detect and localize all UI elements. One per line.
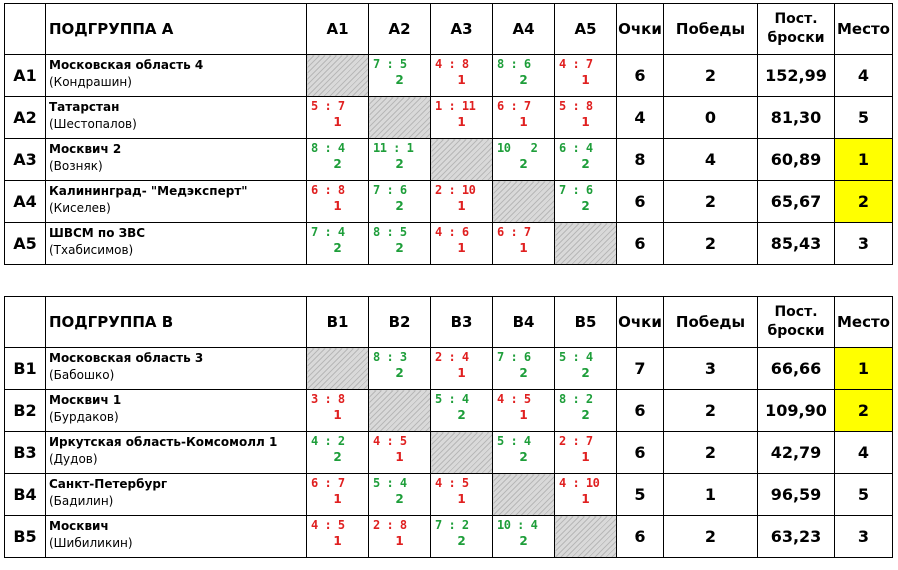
header-blank <box>5 4 46 55</box>
match-score: 1 : 11 <box>435 99 476 113</box>
match-points: 1 <box>581 115 590 129</box>
match-score-cell <box>493 223 555 265</box>
team-id: B5 <box>5 516 46 558</box>
match-score-cell <box>431 348 493 390</box>
match-score: 5 : 8 <box>559 99 593 113</box>
match-points: 2 <box>457 408 466 422</box>
team-cell <box>46 348 307 390</box>
match-score-cell <box>307 432 369 474</box>
points-value: 6 <box>617 432 664 474</box>
wins-value: 2 <box>664 390 758 432</box>
header-row <box>5 297 893 348</box>
place-value: 4 <box>835 55 893 97</box>
match-score-cell <box>555 55 617 97</box>
match-score: 6 : 7 <box>497 99 531 113</box>
team-cell <box>46 474 307 516</box>
table-row <box>5 139 893 181</box>
match-points: 2 <box>581 157 590 171</box>
team-id: A4 <box>5 181 46 223</box>
team-id: A3 <box>5 139 46 181</box>
team-cell <box>46 432 307 474</box>
match-score: 8 : 2 <box>559 392 593 406</box>
team-coach: (Бурдаков) <box>49 410 119 424</box>
match-points: 2 <box>519 73 528 87</box>
team-coach: (Дудов) <box>49 452 98 466</box>
place-value: 1 <box>835 348 893 390</box>
match-score-cell <box>493 390 555 432</box>
team-cell <box>46 55 307 97</box>
throws-header-line2: броски <box>767 30 825 46</box>
team-coach: (Кондрашин) <box>49 75 132 89</box>
throws-value: 96,59 <box>758 474 835 516</box>
wins-header: Победы <box>664 297 758 348</box>
match-points: 1 <box>333 115 342 129</box>
match-points: 1 <box>457 73 466 87</box>
wins-value: 2 <box>664 432 758 474</box>
points-value: 6 <box>617 516 664 558</box>
throws-header-line1: Пост. <box>774 304 818 320</box>
points-value: 6 <box>617 223 664 265</box>
table-row <box>5 348 893 390</box>
column-header: B3 <box>431 297 493 348</box>
table-row <box>5 432 893 474</box>
match-score: 7 : 2 <box>435 518 469 532</box>
match-points: 2 <box>333 450 342 464</box>
throws-value: 42,79 <box>758 432 835 474</box>
match-score: 4 : 10 <box>559 476 600 490</box>
place-value: 5 <box>835 474 893 516</box>
throws-value: 60,89 <box>758 139 835 181</box>
match-score: 7 : 6 <box>497 350 531 364</box>
match-score: 2 : 7 <box>559 434 593 448</box>
match-score-cell <box>493 55 555 97</box>
match-score: 8 : 4 <box>311 141 345 155</box>
match-points: 2 <box>519 534 528 548</box>
wins-header: Победы <box>664 4 758 55</box>
match-score-cell <box>307 97 369 139</box>
wins-value: 2 <box>664 55 758 97</box>
match-score: 7 : 5 <box>373 57 407 71</box>
match-score-cell <box>431 390 493 432</box>
match-points: 1 <box>457 366 466 380</box>
team-id: B4 <box>5 474 46 516</box>
team-name: Санкт-Петербург <box>49 477 168 491</box>
match-score: 3 : 8 <box>311 392 345 406</box>
match-score-cell <box>369 432 431 474</box>
match-score: 6 : 4 <box>559 141 593 155</box>
match-score-cell <box>431 474 493 516</box>
match-score: 2 : 10 <box>435 183 476 197</box>
match-score: 6 : 8 <box>311 183 345 197</box>
table-row <box>5 223 893 265</box>
points-header: Очки <box>617 297 664 348</box>
team-name: Москвич 2 <box>49 142 122 156</box>
match-score: 10 : 4 <box>497 518 538 532</box>
team-name: Московская область 4 <box>49 58 204 72</box>
team-cell <box>46 181 307 223</box>
match-points: 1 <box>333 199 342 213</box>
match-points: 1 <box>333 534 342 548</box>
match-score-cell <box>493 97 555 139</box>
match-points: 1 <box>457 492 466 506</box>
team-coach: (Бадилин) <box>49 494 114 508</box>
wins-value: 2 <box>664 181 758 223</box>
place-value: 5 <box>835 97 893 139</box>
self-match-cell <box>431 432 493 474</box>
match-score: 2 : 4 <box>435 350 469 364</box>
column-header: A3 <box>431 4 493 55</box>
team-id: B1 <box>5 348 46 390</box>
team-name: Московская область 3 <box>49 351 204 365</box>
header-blank <box>5 297 46 348</box>
match-score-cell <box>369 55 431 97</box>
throws-value: 85,43 <box>758 223 835 265</box>
match-score: 10 2 <box>497 141 538 155</box>
match-score-cell <box>555 432 617 474</box>
place-value: 3 <box>835 223 893 265</box>
match-score-cell <box>431 516 493 558</box>
self-match-cell <box>369 390 431 432</box>
team-cell <box>46 139 307 181</box>
throws-header <box>758 4 835 55</box>
column-header: A1 <box>307 4 369 55</box>
match-score: 4 : 5 <box>497 392 531 406</box>
match-points: 1 <box>519 115 528 129</box>
match-score-cell <box>493 516 555 558</box>
throws-value: 152,99 <box>758 55 835 97</box>
match-score-cell <box>307 390 369 432</box>
match-score-cell <box>431 181 493 223</box>
self-match-cell <box>555 516 617 558</box>
place-header: Место <box>835 297 893 348</box>
match-score: 11 : 1 <box>373 141 414 155</box>
self-match-cell <box>555 223 617 265</box>
match-points: 1 <box>395 450 404 464</box>
match-score-cell <box>307 181 369 223</box>
throws-value: 109,90 <box>758 390 835 432</box>
wins-value: 3 <box>664 348 758 390</box>
wins-value: 0 <box>664 97 758 139</box>
wins-value: 1 <box>664 474 758 516</box>
throws-value: 81,30 <box>758 97 835 139</box>
group-b-table <box>4 296 893 558</box>
table-row <box>5 55 893 97</box>
match-score: 7 : 4 <box>311 225 345 239</box>
match-score-cell <box>369 516 431 558</box>
match-score-cell <box>307 223 369 265</box>
place-value: 4 <box>835 432 893 474</box>
match-score: 6 : 7 <box>497 225 531 239</box>
match-points: 2 <box>333 241 342 255</box>
wins-value: 4 <box>664 139 758 181</box>
place-value: 2 <box>835 390 893 432</box>
match-score: 6 : 7 <box>311 476 345 490</box>
wins-value: 2 <box>664 516 758 558</box>
match-score-cell <box>369 139 431 181</box>
match-score: 4 : 7 <box>559 57 593 71</box>
match-score: 7 : 6 <box>559 183 593 197</box>
throws-value: 66,66 <box>758 348 835 390</box>
match-points: 2 <box>395 199 404 213</box>
match-points: 2 <box>581 199 590 213</box>
match-score: 4 : 6 <box>435 225 469 239</box>
team-coach: (Киселев) <box>49 201 111 215</box>
team-name: ШВСМ по ЗВС <box>49 226 146 240</box>
team-id: A2 <box>5 97 46 139</box>
wins-value: 2 <box>664 223 758 265</box>
match-score-cell <box>555 348 617 390</box>
match-points: 1 <box>581 73 590 87</box>
match-points: 1 <box>333 492 342 506</box>
match-score: 5 : 4 <box>435 392 469 406</box>
match-points: 2 <box>519 157 528 171</box>
match-points: 1 <box>457 115 466 129</box>
match-score-cell <box>369 474 431 516</box>
match-score-cell <box>493 139 555 181</box>
column-header: B1 <box>307 297 369 348</box>
match-points: 1 <box>581 492 590 506</box>
match-points: 1 <box>581 450 590 464</box>
points-value: 6 <box>617 55 664 97</box>
team-coach: (Тхабисимов) <box>49 243 134 257</box>
table-row <box>5 474 893 516</box>
match-score: 4 : 5 <box>311 518 345 532</box>
match-score: 8 : 6 <box>497 57 531 71</box>
match-points: 2 <box>457 534 466 548</box>
team-id: A5 <box>5 223 46 265</box>
self-match-cell <box>307 55 369 97</box>
match-score: 4 : 5 <box>435 476 469 490</box>
match-score-cell <box>493 432 555 474</box>
match-points: 1 <box>457 241 466 255</box>
match-score: 5 : 4 <box>559 350 593 364</box>
points-header: Очки <box>617 4 664 55</box>
match-points: 2 <box>333 157 342 171</box>
group-title: ПОДГРУППА А <box>46 4 307 55</box>
match-points: 1 <box>519 241 528 255</box>
self-match-cell <box>493 181 555 223</box>
match-score-cell <box>555 390 617 432</box>
column-header: A5 <box>555 4 617 55</box>
team-coach: (Шибиликин) <box>49 536 133 550</box>
match-score: 5 : 7 <box>311 99 345 113</box>
self-match-cell <box>369 97 431 139</box>
team-cell <box>46 516 307 558</box>
match-score: 5 : 4 <box>497 434 531 448</box>
team-name: Иркутская область-Комсомолл 1 <box>49 435 278 449</box>
column-header: B2 <box>369 297 431 348</box>
team-id: B2 <box>5 390 46 432</box>
group-a-table <box>4 3 893 265</box>
points-value: 7 <box>617 348 664 390</box>
match-score: 8 : 5 <box>373 225 407 239</box>
team-name: Москвич <box>49 519 109 533</box>
match-score-cell <box>431 223 493 265</box>
points-value: 8 <box>617 139 664 181</box>
match-score-cell <box>555 97 617 139</box>
match-score-cell <box>493 348 555 390</box>
match-points: 1 <box>333 408 342 422</box>
header-row <box>5 4 893 55</box>
match-score-cell <box>369 181 431 223</box>
table-row <box>5 390 893 432</box>
table-row <box>5 181 893 223</box>
match-score-cell <box>369 223 431 265</box>
team-name: Татарстан <box>49 100 120 114</box>
column-header: A2 <box>369 4 431 55</box>
match-score-cell <box>431 97 493 139</box>
match-score: 5 : 4 <box>373 476 407 490</box>
team-id: B3 <box>5 432 46 474</box>
points-value: 4 <box>617 97 664 139</box>
table-row <box>5 516 893 558</box>
team-coach: (Бабошко) <box>49 368 115 382</box>
match-score-cell <box>307 474 369 516</box>
match-points: 2 <box>581 408 590 422</box>
team-cell <box>46 97 307 139</box>
throws-header-line1: Пост. <box>774 11 818 27</box>
place-header: Место <box>835 4 893 55</box>
match-score: 2 : 8 <box>373 518 407 532</box>
match-score: 4 : 8 <box>435 57 469 71</box>
match-score-cell <box>307 139 369 181</box>
match-points: 2 <box>395 492 404 506</box>
match-score-cell <box>369 348 431 390</box>
match-points: 1 <box>395 534 404 548</box>
throws-value: 63,23 <box>758 516 835 558</box>
throws-value: 65,67 <box>758 181 835 223</box>
match-score: 7 : 6 <box>373 183 407 197</box>
match-points: 1 <box>519 408 528 422</box>
match-score-cell <box>555 181 617 223</box>
place-value: 3 <box>835 516 893 558</box>
team-id: A1 <box>5 55 46 97</box>
throws-header-line2: броски <box>767 323 825 339</box>
self-match-cell <box>493 474 555 516</box>
match-points: 1 <box>457 199 466 213</box>
team-coach: (Шестопалов) <box>49 117 137 131</box>
match-points: 2 <box>395 157 404 171</box>
match-points: 2 <box>519 450 528 464</box>
self-match-cell <box>431 139 493 181</box>
match-score: 8 : 3 <box>373 350 407 364</box>
match-score-cell <box>307 516 369 558</box>
team-coach: (Возняк) <box>49 159 103 173</box>
self-match-cell <box>307 348 369 390</box>
match-points: 2 <box>581 366 590 380</box>
throws-header <box>758 297 835 348</box>
match-points: 2 <box>395 241 404 255</box>
match-points: 2 <box>519 366 528 380</box>
column-header: B4 <box>493 297 555 348</box>
team-name: Калининград- "Медэксперт" <box>49 184 248 198</box>
match-score-cell <box>555 474 617 516</box>
match-points: 2 <box>395 73 404 87</box>
match-score-cell <box>555 139 617 181</box>
group-title: ПОДГРУППА В <box>46 297 307 348</box>
place-value: 2 <box>835 181 893 223</box>
points-value: 5 <box>617 474 664 516</box>
column-header: B5 <box>555 297 617 348</box>
match-points: 2 <box>395 366 404 380</box>
match-score-cell <box>431 55 493 97</box>
points-value: 6 <box>617 390 664 432</box>
table-row <box>5 97 893 139</box>
team-cell <box>46 223 307 265</box>
match-score: 4 : 2 <box>311 434 345 448</box>
team-cell <box>46 390 307 432</box>
team-name: Москвич 1 <box>49 393 122 407</box>
place-value: 1 <box>835 139 893 181</box>
points-value: 6 <box>617 181 664 223</box>
match-score: 4 : 5 <box>373 434 407 448</box>
column-header: A4 <box>493 4 555 55</box>
